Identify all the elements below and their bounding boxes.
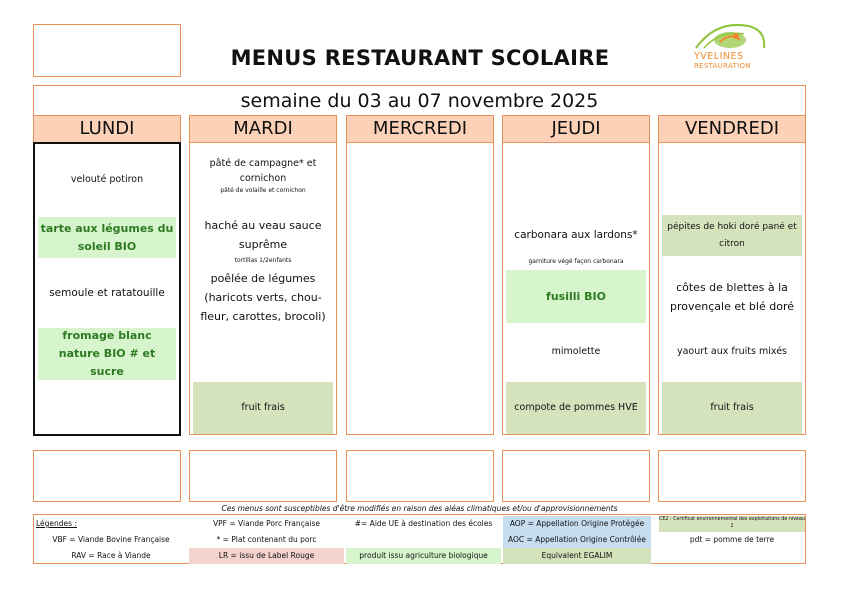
day-header-mardi: MARDI — [189, 115, 337, 143]
legend-aide-ue: #= Aide UE à destination des écoles — [354, 519, 493, 528]
menu-item — [662, 270, 802, 323]
dish-side: poêlée de légumes (haricots verts, chou-fleur, carottes, brocoli) — [200, 271, 326, 323]
menu-item — [38, 328, 176, 380]
extra-box — [33, 450, 181, 502]
legend-heading: Légendes : — [36, 519, 77, 528]
dish-main: carbonara aux lardons* — [514, 229, 638, 241]
disclaimer: Ces menus sont susceptibles d'être modifiés en raison des aléas climatiques et/ou d'approvisionnements — [221, 504, 618, 513]
dish-starter: pâté de campagne* et cornichon — [209, 157, 317, 184]
dish-dessert: compote de pommes HVE — [514, 402, 638, 413]
dish-dairy: fromage blanc nature BIO # et sucre — [58, 329, 156, 378]
dish-dessert: fruit frais — [710, 402, 754, 413]
menu-item — [506, 382, 646, 434]
legend-egalim: Equivalent EGALIM — [503, 548, 651, 564]
column-jeudi — [502, 142, 650, 435]
dish-alternative: garniture végé façon carbonara — [528, 257, 624, 265]
dish-side: semoule et ratatouille — [49, 287, 165, 299]
dish-starter: velouté potiron — [70, 174, 144, 185]
column-vendredi — [658, 142, 806, 435]
menu-item — [662, 326, 802, 378]
dish-main: pépites de hoki doré pané et citron — [667, 221, 797, 249]
legend-aop: AOP = Appellation Origine Protégée — [503, 516, 651, 532]
legend-bio: produit issu agriculture biologique — [346, 548, 501, 564]
menu-item — [662, 382, 802, 434]
day-header-lundi: LUNDI — [33, 115, 181, 143]
dish-alternative: tortillas 1/2enfants — [234, 256, 292, 264]
menu-item — [193, 150, 333, 200]
legend — [33, 514, 806, 564]
page-title: MENUS RESTAURANT SCOLAIRE — [230, 46, 610, 70]
dish-dairy: mimolette — [551, 346, 601, 357]
week-title: semaine du 03 au 07 novembre 2025 — [33, 85, 806, 115]
menu-item — [506, 326, 646, 378]
dish-alternative: pâté de volaille et cornichon — [220, 186, 306, 194]
legend-vbf: VBF = Viande Bovine Française — [52, 535, 170, 544]
extra-box — [346, 450, 494, 502]
menu-item — [193, 214, 333, 256]
dish-dairy: yaourt aux fruits mixés — [676, 346, 788, 357]
dish-side: côtes de blettes à la provençale et blé doré — [670, 280, 794, 313]
menu-item — [193, 382, 333, 434]
menu-item — [662, 215, 802, 256]
extra-box — [502, 450, 650, 502]
menu-item — [193, 255, 333, 265]
dish-main: tarte aux légumes du soleil BIO — [40, 221, 174, 253]
legend-pdt: pdt = pomme de terre — [689, 535, 775, 544]
menu-item — [506, 224, 646, 246]
menu-item — [506, 270, 646, 323]
logo-subtext: RESTAURATION — [694, 62, 751, 70]
day-header-jeudi: JEUDI — [502, 115, 650, 143]
column-lundi — [33, 142, 181, 436]
column-mercredi — [346, 142, 494, 435]
logo-text: YVELINES — [694, 51, 744, 62]
legend-label-rouge: LR = issu de Label Rouge — [189, 548, 344, 564]
menu-item — [38, 217, 176, 258]
logo-icon — [686, 18, 774, 54]
day-header-mercredi: MERCREDI — [346, 115, 494, 143]
menu-item — [38, 144, 176, 216]
legend-aoc: AOC = Appellation Origine Contrôlée — [503, 532, 651, 548]
day-header-vendredi: VENDREDI — [658, 115, 806, 143]
extra-box — [658, 450, 806, 502]
dish-main: haché au veau sauce suprême — [204, 219, 322, 251]
legend-rav: RAV = Race à Viande — [71, 551, 151, 560]
dish-dessert: fruit frais — [241, 402, 285, 413]
extra-box — [189, 450, 337, 502]
legend-porc: * = Plat contenant du porc — [216, 535, 317, 544]
logo-box — [33, 24, 181, 77]
menu-item — [38, 258, 176, 328]
legend-vpf: VPF = Viande Porc Française — [213, 519, 320, 528]
menu-item — [193, 266, 333, 328]
yvelines-logo — [686, 18, 774, 76]
menu-item — [506, 255, 646, 267]
legend-ce2: CE2 : Certificat environnemental des exploitations de niveau 2 — [659, 516, 805, 532]
column-mardi — [189, 142, 337, 435]
dish-side: fusilli BIO — [546, 289, 606, 303]
